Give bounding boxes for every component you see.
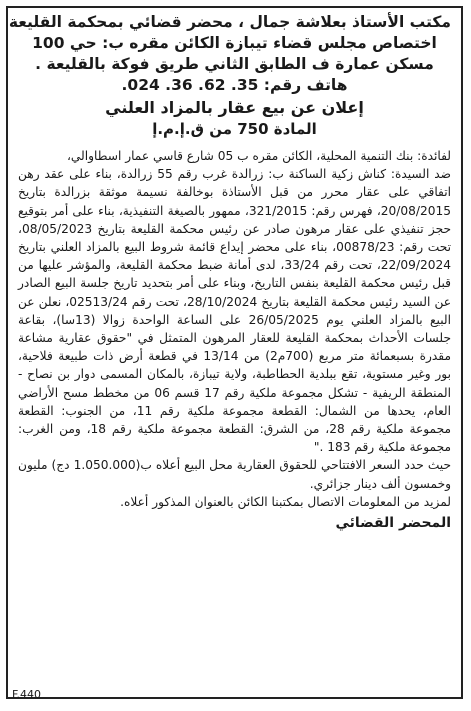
price-paragraph: حيث حدد السعر الافتتاحي للحقوق العقارية محل البيع أعلاه ب(1.050.000 دج) مليون وخمسون ألف دينار جزائري. — [18, 458, 451, 491]
phone-number: هاتف رقم: 35. 62. 36. 024. — [121, 76, 348, 94]
header-line-1: مكتب الأستاذ بعلاشة جمال ، محضر قضائي بمحكمة القليعة — [8, 13, 451, 31]
beneficiary-paragraph: لفائدة: بنك التنمية المحلية، الكائن مقره ب 05 شارع قاسي عمار اسطاوالي، — [66, 149, 451, 163]
sale-details-paragraph: ضد السيدة: كناش زكية الساكنة ب: زرالدة غرب رقم 55 زرالدة، بناء على عقد رهن اتفاقي على عقار محرر من قبل الأستاذة بوخالفة نسيمة موثقة بزرالدة بتاريخ 20/08/2015، فهرس رقم: 321/2015، ممهور بالصيغة التنفيذية، بناء على أمر بتوقيع حجز تنفيذي على عقار مرهون صادر عن رئيس محكمة القليعة بتاريخ 08/05/2023، تحت رقم: 00878/23، بناء على محضر إيداع قائمة شروط البيع بالمزاد العلني بتاريخ 22/09/2024، تحت رقم 33/24، لدى أمانة ضبط محكمة القليعة، والمؤشر عليها من قبل رئيس محكمة القليعة بنفس التاريخ، وبناء على أمر بتحديد تاريخ جلسة البيع الصادر عن السيد رئيس محكمة القليعة بتاريخ 28/10/2024، تحت رقم 02513/24، نعلن عن البيع بالمزاد العلني يوم 26/05/2025 على الساعة الواحدة زوالا (13سا)، بقاعة جلسات الأحداث بمحكمة القليعة للعقار المرهون المتمثل في "حقوق عقارية مشاعة مقدرة بسبعمائة متر مربع (700م2) من 13/14 في قطعة أرض ذات طبيعة فلاحية، بور وغير مستوية، تقع ببلدية الحطاطبة، ولاية تيبازة، بالمكان المسمى دوار بن نصاح - المنطقة الريفية - تشكل مجموعة ملكية رقم 17 قسم 06 من مخطط مسح الأراضي العام، يحدها من الشمال: القطعة مجموعة ملكية رقم 11، من الجنوب: القطعة مجموعة ملكية رقم 28، من الشرق: القطعة مجموعة ملكية رقم 18، ومن الغرب: مجموعة ملكية رقم 183 ." — [18, 167, 452, 455]
office-header — [8, 12, 451, 96]
notice-title: إعلان عن بيع عقار بالمزاد العلني — [105, 98, 364, 117]
header-line-2: اختصاص مجلس قضاء تيبازة الكائن مقره ب: حي 100 — [32, 34, 437, 52]
bailiff-signature: المحضر القضائي — [335, 515, 451, 532]
legal-notice — [6, 6, 463, 699]
header-line-3: مسكن عمارة ف الطابق الثاني طريق فوكة بالقليعة . — [35, 55, 434, 73]
notice-subtitle: المادة 750 من ق.إ.م.إ — [152, 120, 317, 138]
contact-paragraph: لمزيد من المعلومات الاتصال بمكتبنا الكائن بالعنوان المذكور أعلاه. — [120, 494, 451, 509]
notice-body — [18, 147, 451, 511]
reference-code: F.440 — [12, 688, 42, 701]
